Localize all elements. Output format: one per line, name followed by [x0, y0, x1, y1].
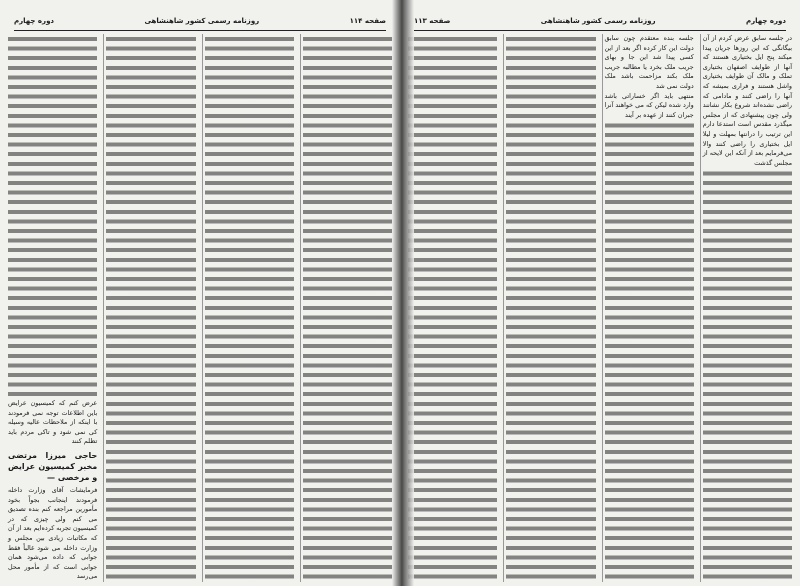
page-number: صفحه ۱۱۳: [414, 17, 451, 25]
book-gutter-shadow: [392, 0, 414, 586]
left-page-header: [14, 14, 386, 31]
newspaper-title: روزنامه رسمی کشور شاهنشاهی: [540, 17, 656, 25]
text-column: [6, 34, 99, 582]
page-number: صفحه ۱۱۴: [349, 17, 386, 25]
paragraph: فرمایشات آقای وزارت داخله فرمودند اینجانب بجواً بخود مأمورین مراجعه کنم بنده تصدیق می کنم ولی چیزی که در کمیسیون تجربه کرده‌ایم بعد از آن که مکاتبات زیادی بین مجلس و وزارت داخله می شود غالباً فقط جوابی که داده می‌شود همان جوابی است که از مأمور محل می‌رسد: [8, 486, 98, 581]
paragraph: در جلسه سابق عرض کردم از آن بیگانگی که این روزها جریان پیدا میکند پنج ایل بختیاری هستند که آنها از طوایف اصفهان بختیاری تملک و مالک آن طوایف بختیاری واشل هستند و فراری بمیشه که آنها را راضی کنند و مادامی که راضی نشده‌اند شروع بکار نشانند ولی چون پیشنهادی که از مجلس میگذرد مقدس است استدعا دارم این ترتیب را درانتها بمهلت و لیلا ایل بختیاری را راضی کنند والا می‌فرمایم بعد از آنکه این لایحه از مجلس گذشت: [702, 34, 792, 167]
paragraph: منتهی باید اگر خساراتی باشد وارد شده لیکن که می خواهند آنرا جبران کنند از عهده بر آیند: [604, 91, 694, 119]
text-column: [406, 34, 499, 582]
right-page: [400, 0, 800, 586]
period-label: دوره چهارم: [14, 17, 55, 25]
text-column: [300, 34, 394, 582]
right-page-columns: [406, 34, 794, 582]
paragraph: عرض کنم که کمیسیون عرایض باین اطلاعات توجه نمی فرمودند با اینکه از ملاحظات عالیه وسیله کی نمی شود و تاکی مردم باید تظلم کنند: [8, 399, 98, 446]
right-page-header: [414, 14, 786, 31]
left-page-columns: [6, 34, 394, 582]
text-column: [602, 34, 696, 582]
text-column: [202, 34, 296, 582]
newspaper-title: روزنامه رسمی کشور شاهنشاهی: [144, 17, 260, 25]
section-heading: حاجی میرزا مرتضی مخبر کمیسیون عرایض و مرخصی —: [8, 451, 98, 483]
paragraph: جلسه بنده معتقدم چون سابق دولت این کار کرده اگر بعد از این کسی پیدا شد این جا و بهای جریب ملک بخرد یا مطالبه جریب ملک بکند مزاحمت باشد ملک دولت نمی شد: [604, 34, 694, 90]
text-column: [103, 34, 197, 582]
text-column: [700, 34, 794, 582]
period-label: دوره چهارم: [746, 17, 786, 25]
text-column: [503, 34, 597, 582]
